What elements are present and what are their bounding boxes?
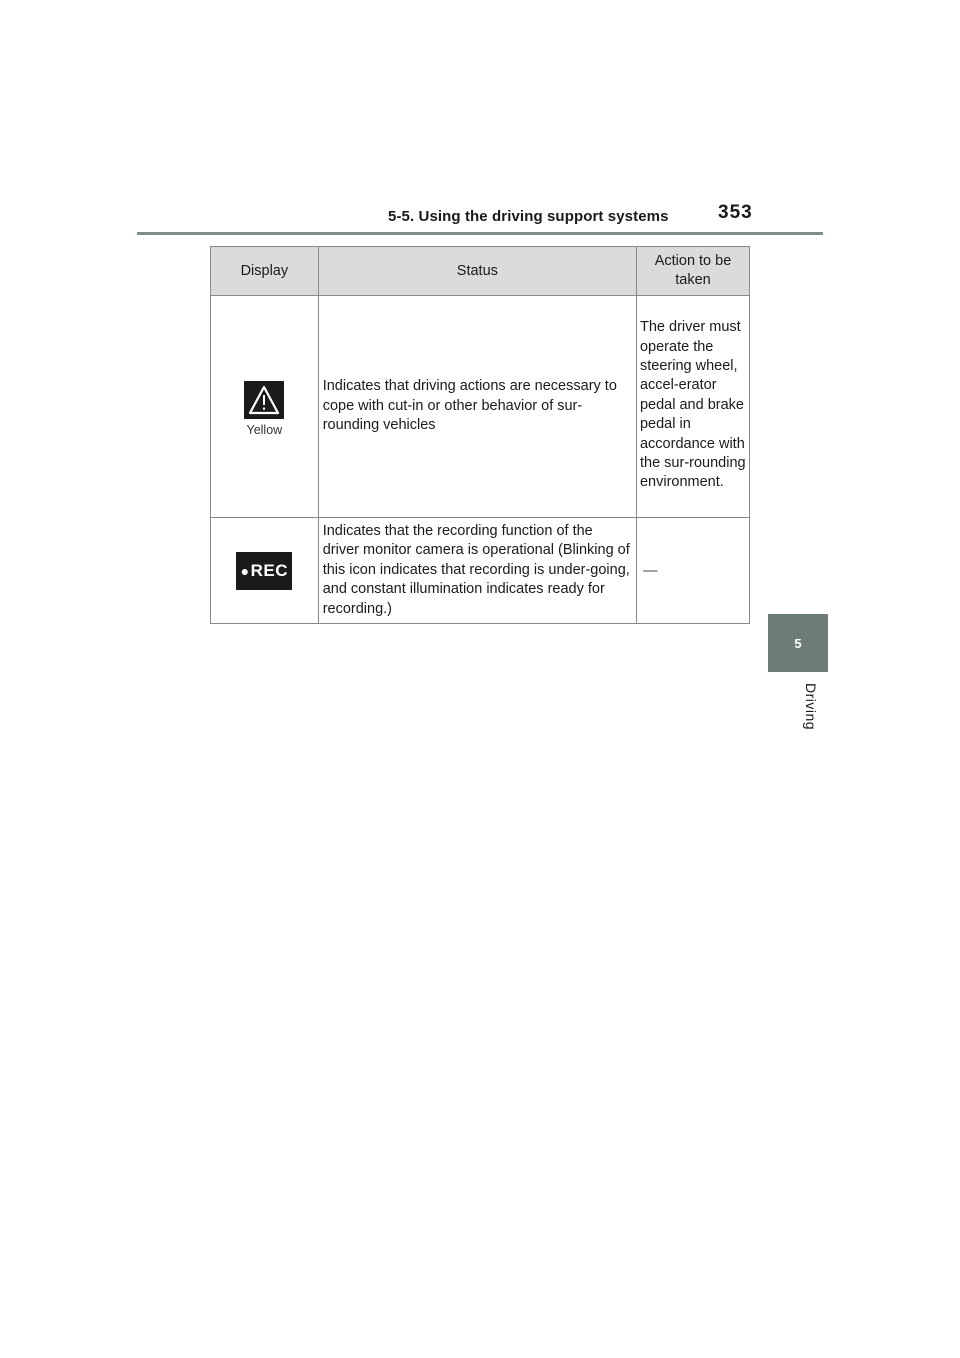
table-row: [211, 296, 750, 518]
status-cell: [318, 518, 636, 624]
rec-icon: [236, 552, 292, 590]
status-text: Indicates that driving actions are necessary to cope with cut-in or other behavior of sur-rounding vehicles: [322, 378, 617, 434]
column-header-action-label: Action to be taken: [654, 253, 732, 288]
action-text: The driver must operate the steering wheel, accel-erator pedal and brake pedal in accordance with the sur-rounding environment.: [639, 319, 746, 491]
rec-icon-text: REC: [250, 560, 289, 580]
table-header-row: [211, 247, 750, 296]
status-text: Indicates that the recording function of the driver monitor camera is operational (Blinking of this icon indicates that recording is under-going, and constant illumination indicates ready for recording.): [322, 522, 630, 617]
header-divider: [137, 232, 823, 235]
chapter-label: Driving: [803, 683, 819, 731]
page-number: 353: [718, 202, 753, 223]
action-cell: [636, 518, 749, 624]
chapter-tab: [768, 614, 828, 672]
rec-dot-icon: ●: [240, 562, 250, 579]
column-header-action: [636, 247, 749, 296]
action-cell: [636, 296, 749, 518]
action-text: —: [642, 562, 658, 579]
chapter-number: 5: [794, 635, 802, 651]
column-header-status: Status: [318, 247, 636, 296]
display-cell: [211, 518, 319, 624]
column-header-display: Display: [211, 247, 319, 296]
indicator-table: [210, 246, 750, 624]
status-cell: [318, 296, 636, 518]
display-cell: [211, 296, 319, 518]
warning-triangle-icon: [244, 381, 284, 419]
table-row: [211, 518, 750, 624]
icon-color-label: Yellow: [246, 422, 283, 437]
section-title: 5-5. Using the driving support systems: [388, 208, 669, 225]
